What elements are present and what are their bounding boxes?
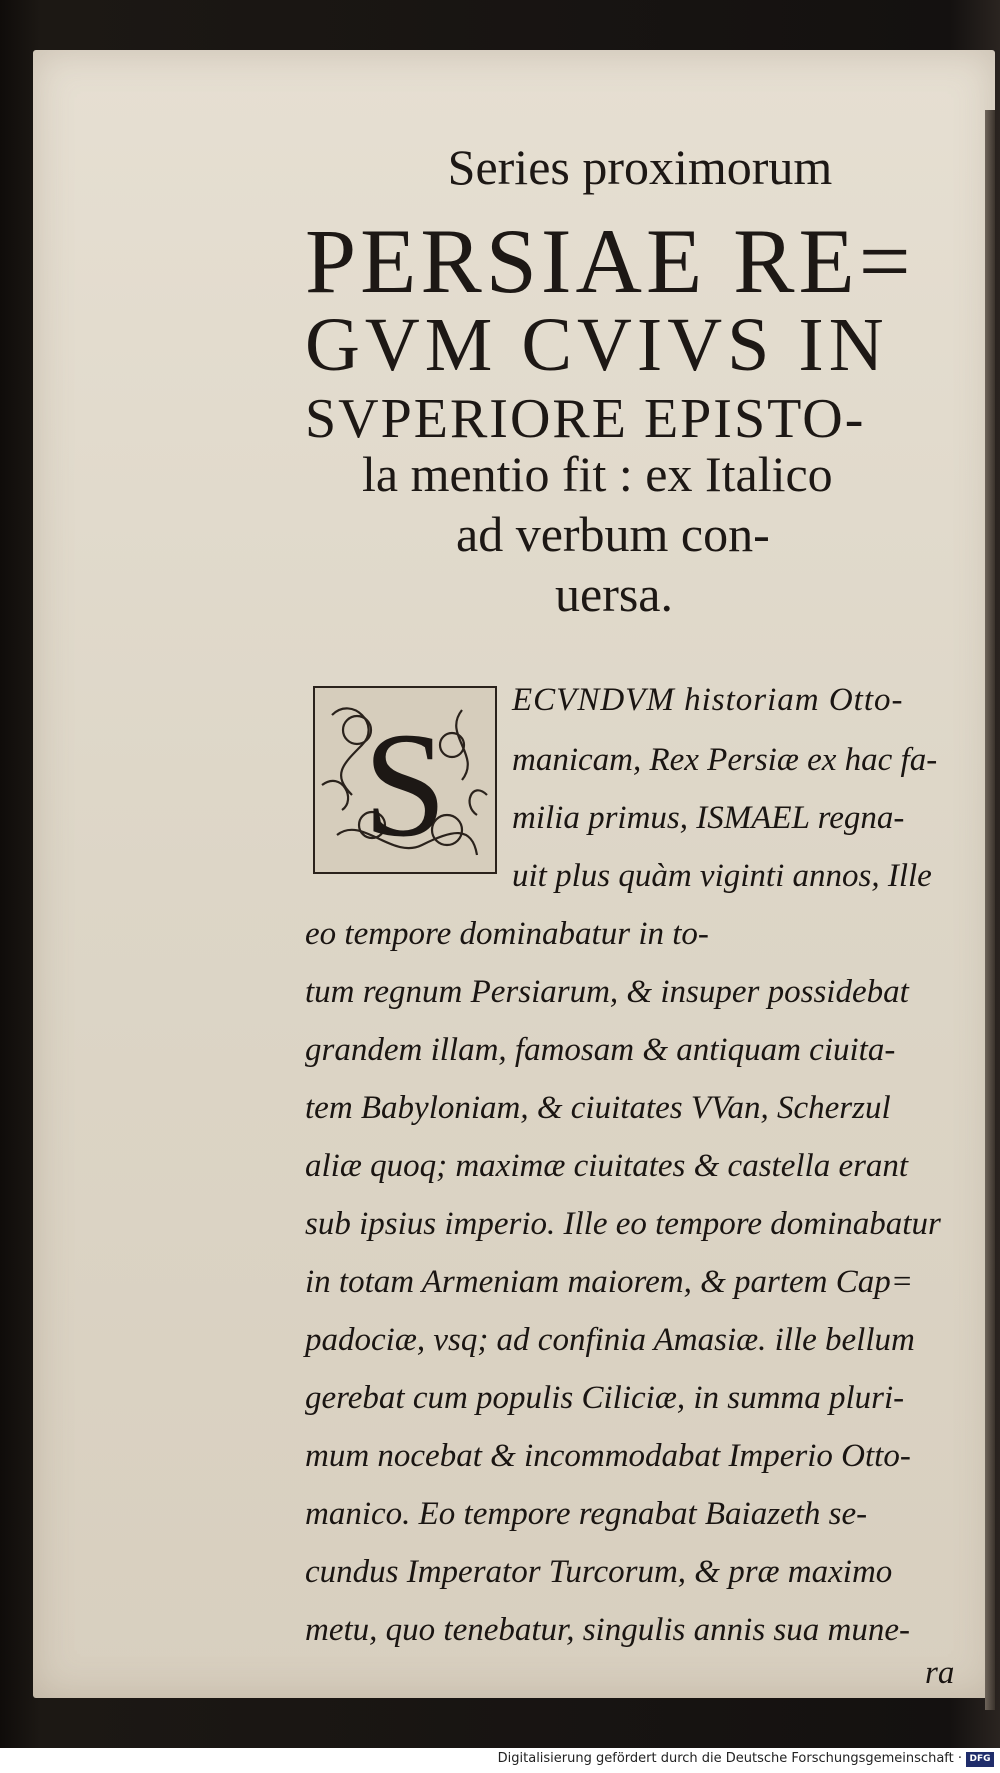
- heading-line-6: ad verbum con-: [456, 506, 770, 562]
- body-line-9: aliæ quoq; maximæ ciuitates & castella erant: [305, 1148, 909, 1184]
- heading-line-5: la mentio fit : ex Italico: [362, 446, 833, 502]
- heading-line-1: Series proximorum: [447, 139, 833, 195]
- initial-letter: S: [363, 702, 447, 868]
- heading-line-3: GVM CVIVS IN: [305, 303, 889, 387]
- body-line-16: cundus Imperator Turcorum, & præ maximo: [305, 1554, 893, 1590]
- body-line-7: grandem illam, famosam & antiquam ciuita-: [305, 1032, 896, 1068]
- body-line-3: milia primus, ISMAEL regna-: [512, 800, 905, 836]
- body-line-13: gerebat cum populis Ciliciæ, in summa pluri-: [305, 1380, 905, 1416]
- heading-line-4: SVPERIORE EPISTO-: [305, 388, 866, 450]
- body-line-4: uit plus quàm viginti annos, Ille: [512, 858, 932, 894]
- body-line-14: mum nocebat & incommodabat Imperio Otto-: [305, 1438, 911, 1474]
- dfg-logo: DFG: [966, 1752, 994, 1767]
- footer-text: Digitalisierung gefördert durch die Deutsche Forschungsgemeinschaft ·: [497, 1751, 962, 1766]
- body-line-6: tum regnum Persiarum, & insuper possidebat: [305, 974, 909, 1010]
- page-edge: [985, 110, 995, 1710]
- body-line-15: manico. Eo tempore regnabat Baiazeth se-: [305, 1496, 868, 1532]
- body-line-5: eo tempore dominabatur in to-: [305, 916, 709, 952]
- body-line-1: ECVNDVM historiam Otto-: [512, 682, 904, 718]
- decorated-initial: [312, 685, 498, 875]
- footer-bar: [0, 1748, 1000, 1773]
- heading-line-2: PERSIAE RE=: [305, 210, 915, 312]
- body-line-2: manicam, Rex Persiæ ex hac fa-: [512, 742, 938, 778]
- body-line-8: tem Babyloniam, & ciuitates VVan, Scherzul: [305, 1090, 891, 1126]
- body-line-12: padociæ, vsq; ad confinia Amasiæ. ille bellum: [305, 1322, 915, 1358]
- catchword: ra: [925, 1655, 955, 1691]
- body-line-17: metu, quo tenebatur, singulis annis sua mune-: [305, 1612, 910, 1648]
- body-line-10: sub ipsius imperio. Ille eo tempore dominabatur: [305, 1206, 941, 1242]
- heading-line-7: uersa.: [555, 566, 673, 622]
- body-line-11: in totam Armeniam maiorem, & partem Cap=: [305, 1264, 914, 1300]
